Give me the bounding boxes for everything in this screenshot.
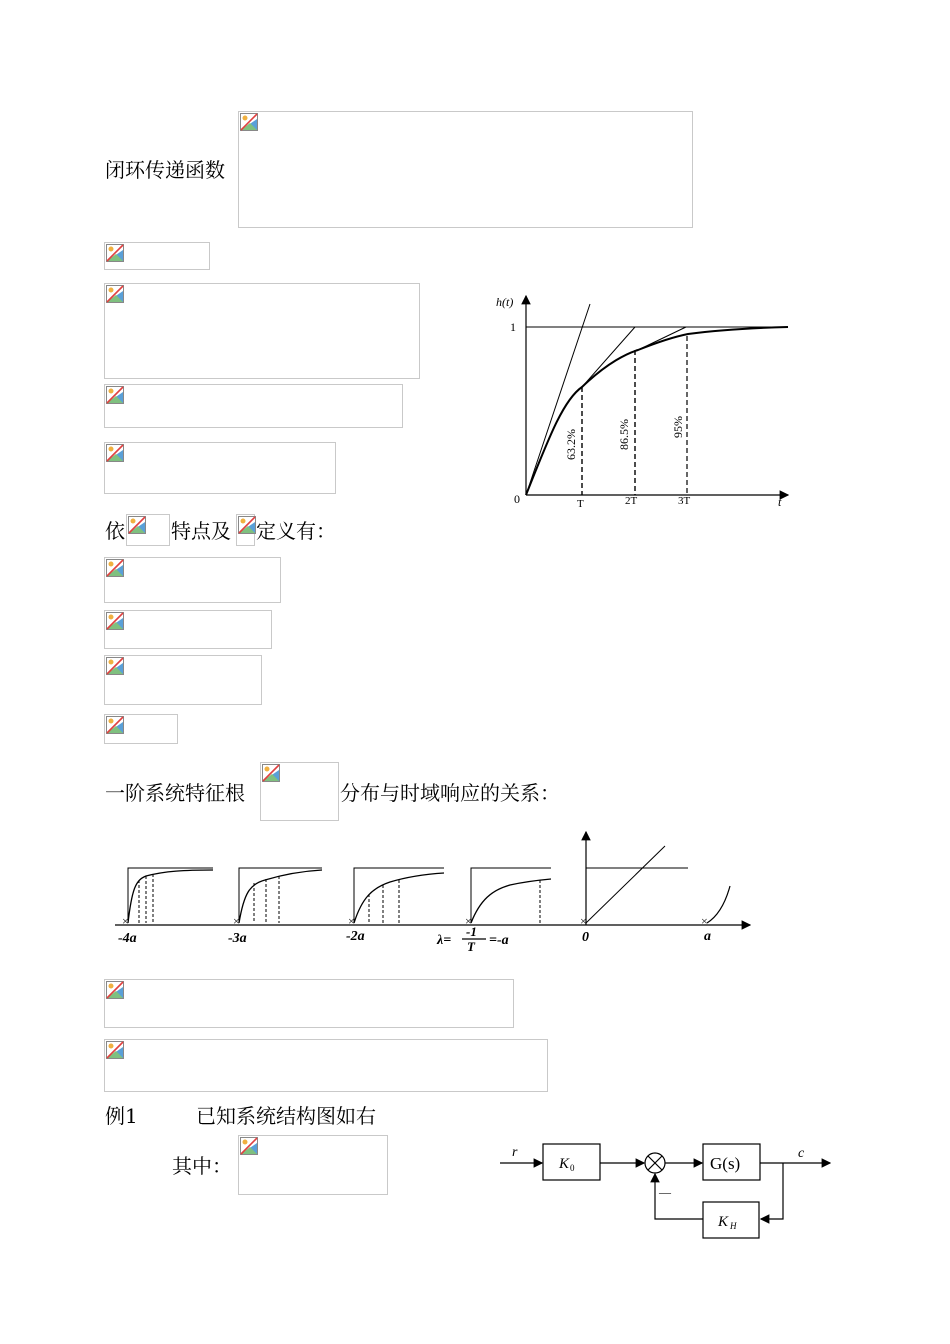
svg-text:×: ×	[348, 914, 355, 928]
y-axis-label: h(t)	[496, 295, 514, 309]
label-a: a	[704, 929, 711, 944]
x-tick-2T: 2T	[625, 495, 638, 507]
broken-image-icon	[262, 764, 280, 782]
broken-image-icon	[106, 1041, 124, 1059]
svg-text:×: ×	[580, 914, 587, 928]
response-a	[465, 868, 551, 928]
broken-image-icon	[106, 386, 124, 404]
x-tick-3T: 3T	[678, 495, 691, 507]
label-minus-4a: -4a	[118, 931, 137, 946]
annotation-63: 63.2%	[564, 429, 578, 460]
formula-image-inline-3	[260, 762, 339, 821]
broken-image-icon	[106, 285, 124, 303]
output-label: c	[798, 1146, 805, 1161]
broken-image-icon	[106, 444, 124, 462]
formula-image-1	[104, 242, 210, 270]
feedback-line-in	[761, 1163, 783, 1219]
response-curve	[526, 327, 788, 495]
text-example: 已知系统结构图如右	[196, 1104, 376, 1128]
response-2a	[348, 868, 444, 928]
feedback-gain-label: K	[718, 1214, 729, 1230]
formula-image-3	[104, 384, 403, 428]
annotation-86: 86.5%	[617, 419, 631, 450]
svg-text:×: ×	[701, 914, 708, 928]
text-where: 其中：	[172, 1154, 232, 1178]
broken-image-icon	[240, 113, 258, 131]
label-minus-3a: -3a	[228, 931, 247, 946]
text-first-order-prefix: 一阶系统特征根	[105, 781, 245, 805]
label-equals-minus-a: =-a	[489, 933, 509, 948]
y-tick-1: 1	[510, 320, 516, 334]
broken-image-icon	[240, 1137, 258, 1155]
broken-image-icon	[106, 716, 124, 734]
x-tick-T: T	[577, 498, 584, 510]
formula-image-4	[104, 442, 336, 494]
formula-image-closed-loop	[238, 111, 693, 228]
forward-gain-sub: 0	[570, 1163, 575, 1173]
block-diagram	[496, 1136, 836, 1244]
formula-image-where	[238, 1135, 388, 1195]
text-first-order-suffix: 分布与时域响应的关系：	[340, 781, 560, 805]
broken-image-icon	[106, 559, 124, 577]
formula-image-inline-2	[236, 514, 255, 546]
roots-response-diagram	[110, 828, 760, 958]
formula-image-10	[104, 1039, 548, 1092]
broken-image-icon	[238, 516, 256, 534]
label-lambda: λ=	[437, 933, 452, 948]
svg-text:×: ×	[122, 914, 129, 928]
step-response-chart	[488, 290, 798, 512]
response-0	[580, 846, 688, 928]
origin-label: 0	[514, 492, 520, 506]
minus-sign: —	[659, 1185, 671, 1199]
forward-gain-block	[543, 1144, 600, 1180]
forward-gain-label: K	[559, 1156, 570, 1172]
plant-label: G(s)	[710, 1154, 741, 1173]
formula-image-7	[104, 655, 262, 705]
input-label: r	[512, 1145, 518, 1160]
svg-text:×: ×	[465, 914, 472, 928]
broken-image-icon	[128, 516, 146, 534]
response-4a	[122, 868, 213, 928]
tangent-line-0	[526, 304, 590, 495]
formula-image-5	[104, 557, 281, 603]
svg-text:×: ×	[233, 914, 240, 928]
formula-image-8	[104, 714, 178, 744]
response-3a	[233, 868, 322, 928]
label-T: T	[467, 939, 475, 954]
label-minus-2a: -2a	[346, 929, 365, 944]
label-minus-one: -1	[466, 924, 477, 939]
broken-image-icon	[106, 981, 124, 999]
text-according-mid: 特点及	[171, 519, 231, 543]
text-according-suffix: 定义有：	[256, 519, 336, 543]
formula-image-2	[104, 283, 420, 379]
tangent-line-T	[582, 327, 635, 387]
text-closed-loop: 闭环传递函数	[105, 158, 225, 182]
feedback-gain-block	[703, 1202, 759, 1238]
text-according-prefix: 依	[105, 519, 125, 543]
response-positive-a	[701, 886, 730, 928]
broken-image-icon	[106, 612, 124, 630]
text-example-label: 例1	[105, 1104, 138, 1128]
formula-image-6	[104, 610, 272, 649]
x-axis-label: t	[778, 495, 782, 509]
label-zero: 0	[582, 930, 589, 945]
formula-image-9	[104, 979, 514, 1028]
annotation-95: 95%	[671, 416, 685, 438]
broken-image-icon	[106, 244, 124, 262]
broken-image-icon	[106, 657, 124, 675]
formula-image-inline-1	[126, 514, 170, 546]
feedback-gain-sub: H	[730, 1221, 737, 1231]
